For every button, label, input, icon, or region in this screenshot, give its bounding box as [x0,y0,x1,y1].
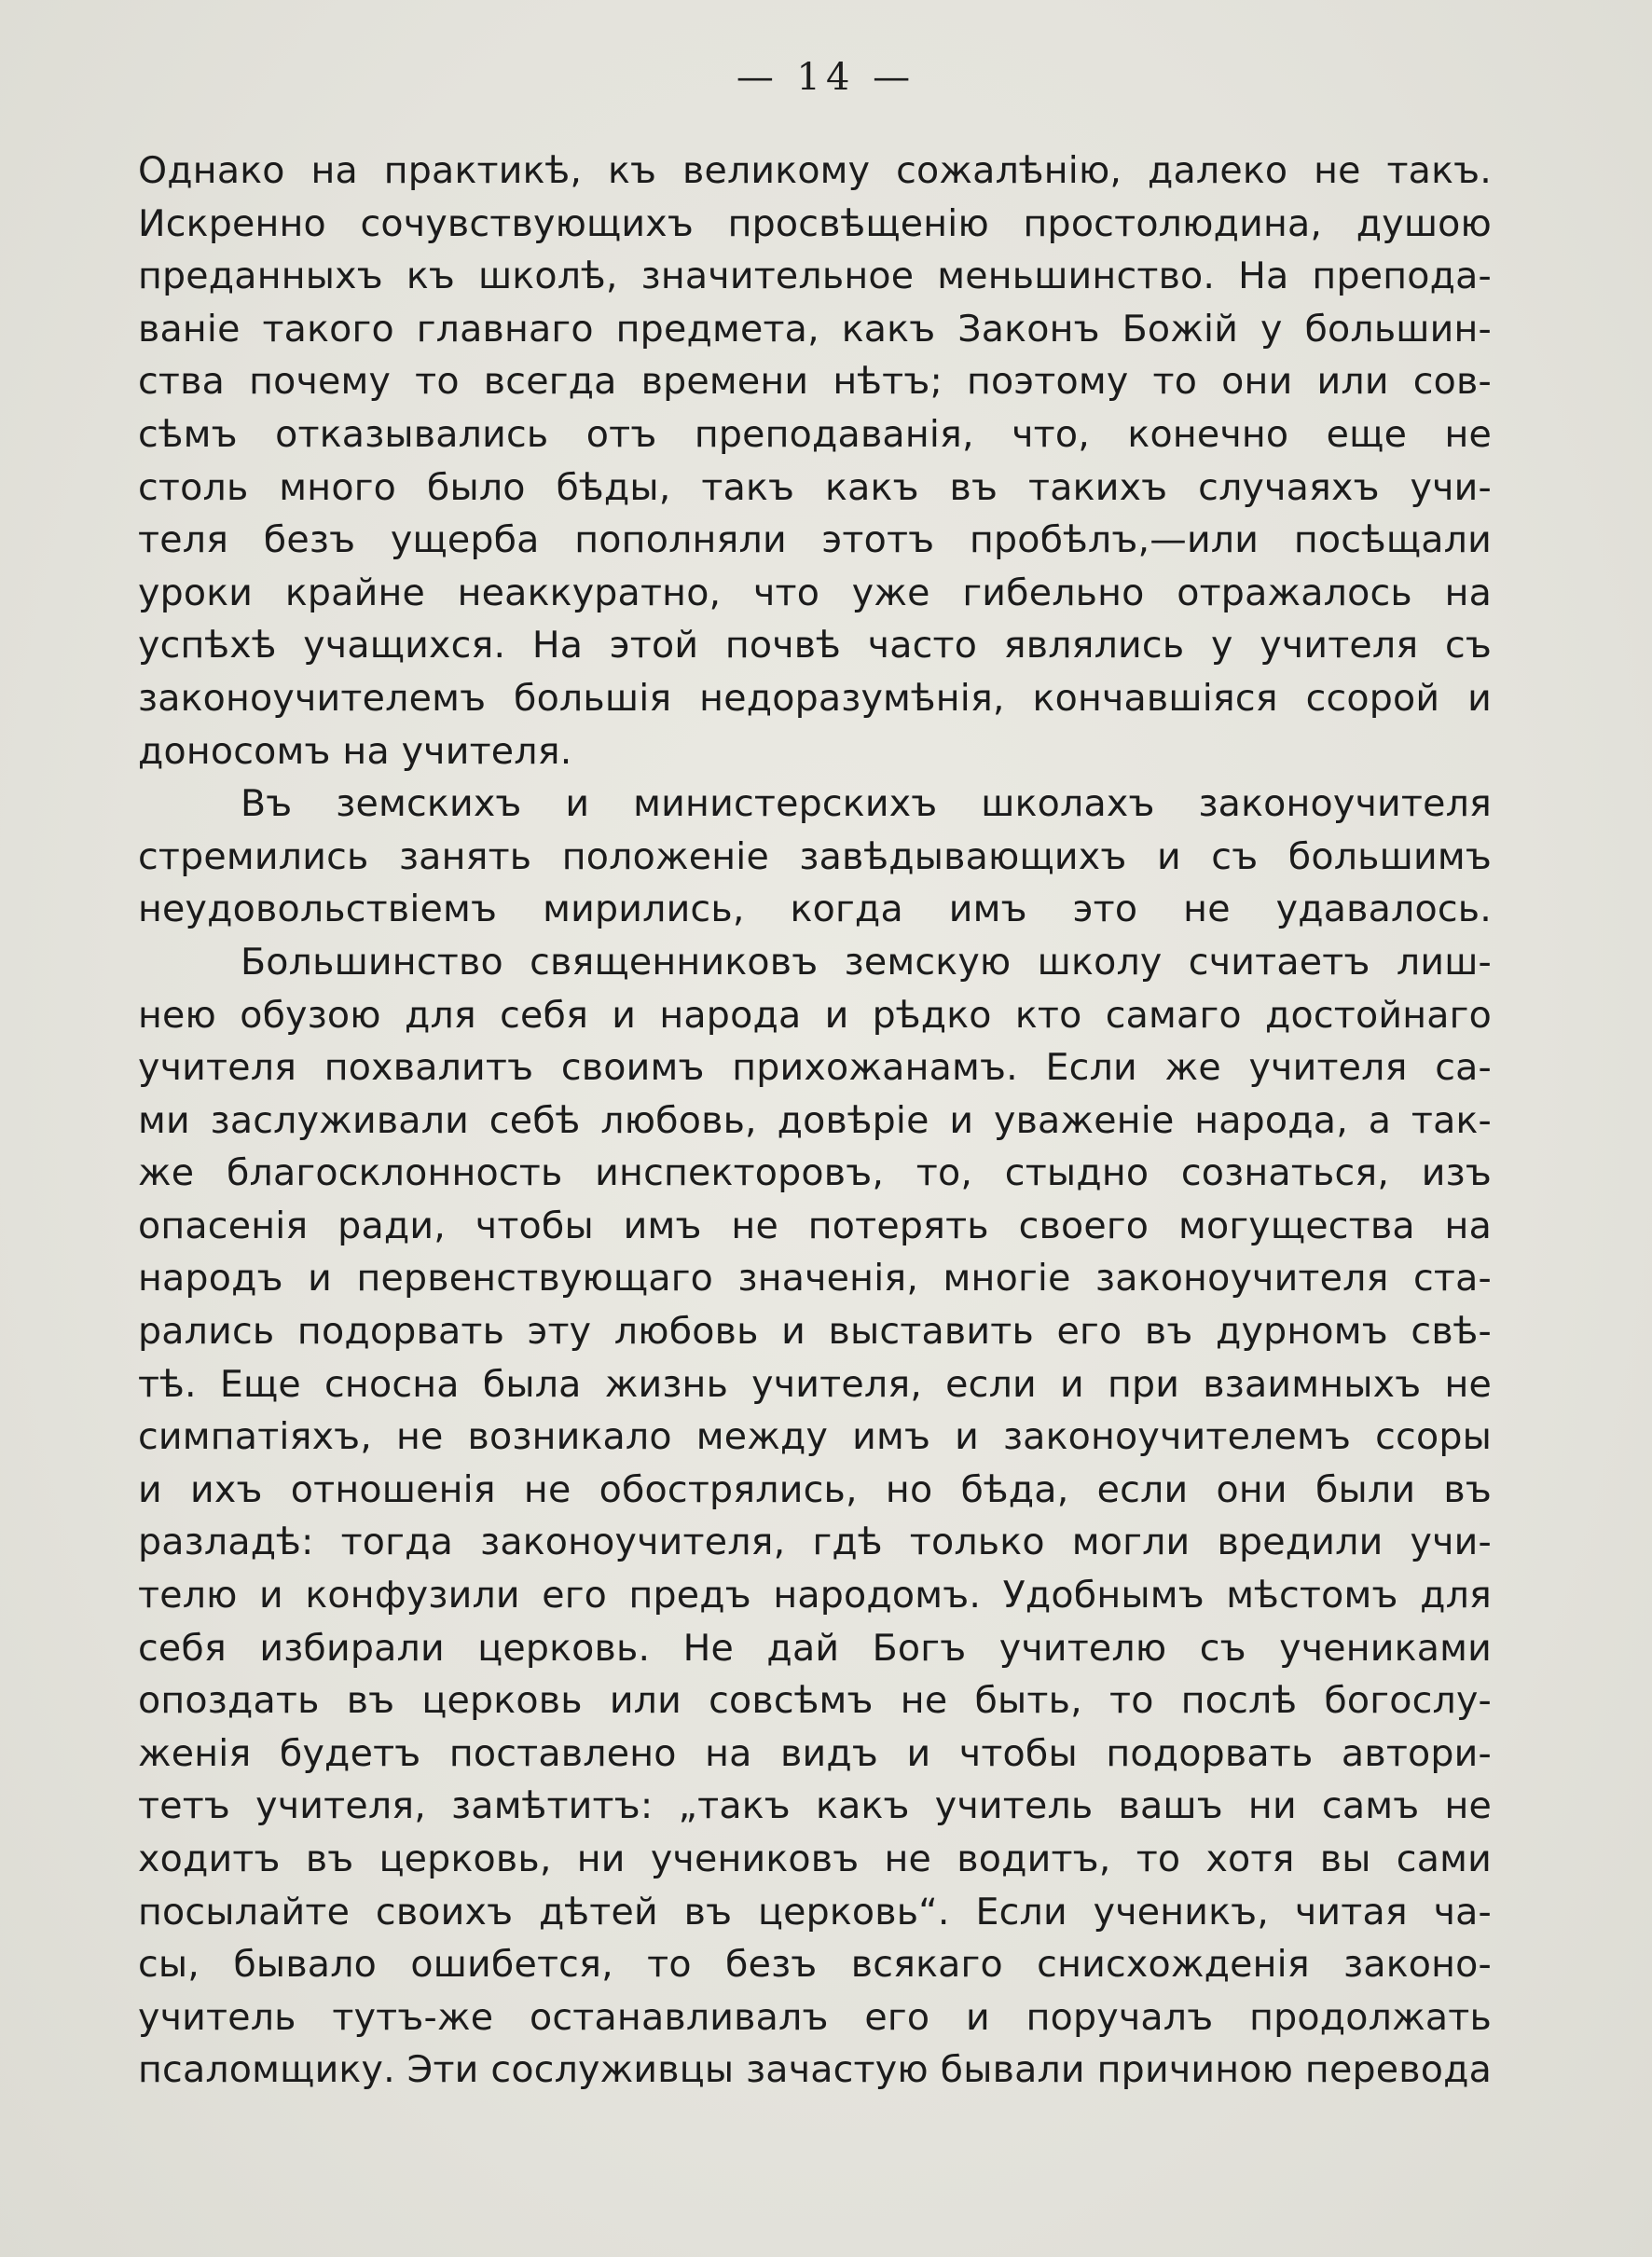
text-line: стремились занять положеніе завѣдывающихъ и съ большимъ [138,834,1492,878]
text-line: законоучителемъ большія недоразумѣнія, кончавшіяся ссорой и [138,676,1492,720]
text-line: теля безъ ущерба пополняли этотъ пробѣлъ,—или посѣщали [138,518,1492,562]
body-text [138,145,1492,2097]
text-line: столь много было бѣды, такъ какъ въ такихъ случаяхъ учи- [138,465,1492,509]
text-line: себя избирали церковь. Не дай Богъ учителю съ учениками [138,1626,1492,1670]
text-line: Искренно сочувствующихъ просвѣщенію простолюдина, душою [138,201,1492,245]
text-line: опоздать въ церковь или совсѣмъ не быть, то послѣ богослу- [138,1679,1492,1723]
text-line: учитель тутъ-же останавливалъ его и поручалъ продолжать [138,1995,1492,2039]
text-line: ходитъ въ церковь, ни учениковъ не водитъ, то хотя вы сами [138,1837,1492,1880]
text-line: же благосклонность инспекторовъ, то, стыдно сознаться, изъ [138,1151,1492,1195]
text-line: тетъ учителя, замѣтитъ: „такъ какъ учитель вашъ ни самъ не [138,1784,1492,1828]
text-line: ми заслуживали себѣ любовь, довѣріе и уваженіе народа, а так- [138,1098,1492,1142]
text-line: доносомъ на учителя. [138,729,572,773]
text-line: уроки крайне неаккуратно, что уже гибельно отражалось на [138,571,1492,614]
text-line: преданныхъ къ школѣ, значительное меньшинство. На препода- [138,255,1492,298]
text-line: неудовольствіемъ мирились, когда имъ это не удавалось. [138,888,1492,931]
text-line: Однако на практикѣ, къ великому сожалѣнію, далеко не такъ. [138,149,1492,192]
text-line: опасенія ради, чтобы имъ не потерять своего могущества на [138,1204,1492,1247]
text-line: успѣхѣ учащихся. На этой почвѣ часто являлись у учителя съ [138,624,1492,667]
page-number: — 14 — [736,56,916,99]
text-line: Большинство священниковъ земскую школу считаетъ лиш- [241,940,1492,984]
text-line: женія будетъ поставлено на видъ и чтобы подорвать автори- [138,1731,1492,1775]
text-line: Въ земскихъ и министерскихъ школахъ законоучителя [241,782,1492,826]
text-line: псаломщику. Эти сослуживцы зачастую бывали причиною перевода [138,2048,1492,2092]
text-line: сы, бывало ошибется, то безъ всякаго снисхожденія законо- [138,1943,1492,1987]
text-line: тѣ. Еще сносна была жизнь учителя, если и при взаимныхъ не [138,1362,1492,1406]
text-line: учителя похвалитъ своимъ прихожанамъ. Если же учителя са- [138,1046,1492,1090]
text-line: посылайте своихъ дѣтей въ церковь“. Если ученикъ, читая ча- [138,1890,1492,1934]
text-line: народъ и первенствующаго значенія, многіе законоучителя ста- [138,1257,1492,1301]
text-line: ваніе такого главнаго предмета, какъ Законъ Божій у большин- [138,307,1492,351]
text-line: симпатіяхъ, не возникало между имъ и законоучителемъ ссоры [138,1415,1492,1459]
text-line: ства почему то всегда времени нѣтъ; поэтому то они или сов- [138,360,1492,404]
text-line: и ихъ отношенія не обострялись, но бѣда, если они были въ [138,1467,1492,1511]
text-line: разладѣ: тогда законоучителя, гдѣ только могли вредили учи- [138,1521,1492,1564]
text-line: нею обузою для себя и народа и рѣдко кто самаго достойнаго [138,993,1492,1037]
text-line: рались подорвать эту любовь и выставить его въ дурномъ свѣ- [138,1310,1492,1354]
text-line: сѣмъ отказывались отъ преподаванія, что, конечно еще не [138,412,1492,456]
text-line: телю и конфузили его предъ народомъ. Удобнымъ мѣстомъ для [138,1574,1492,1617]
